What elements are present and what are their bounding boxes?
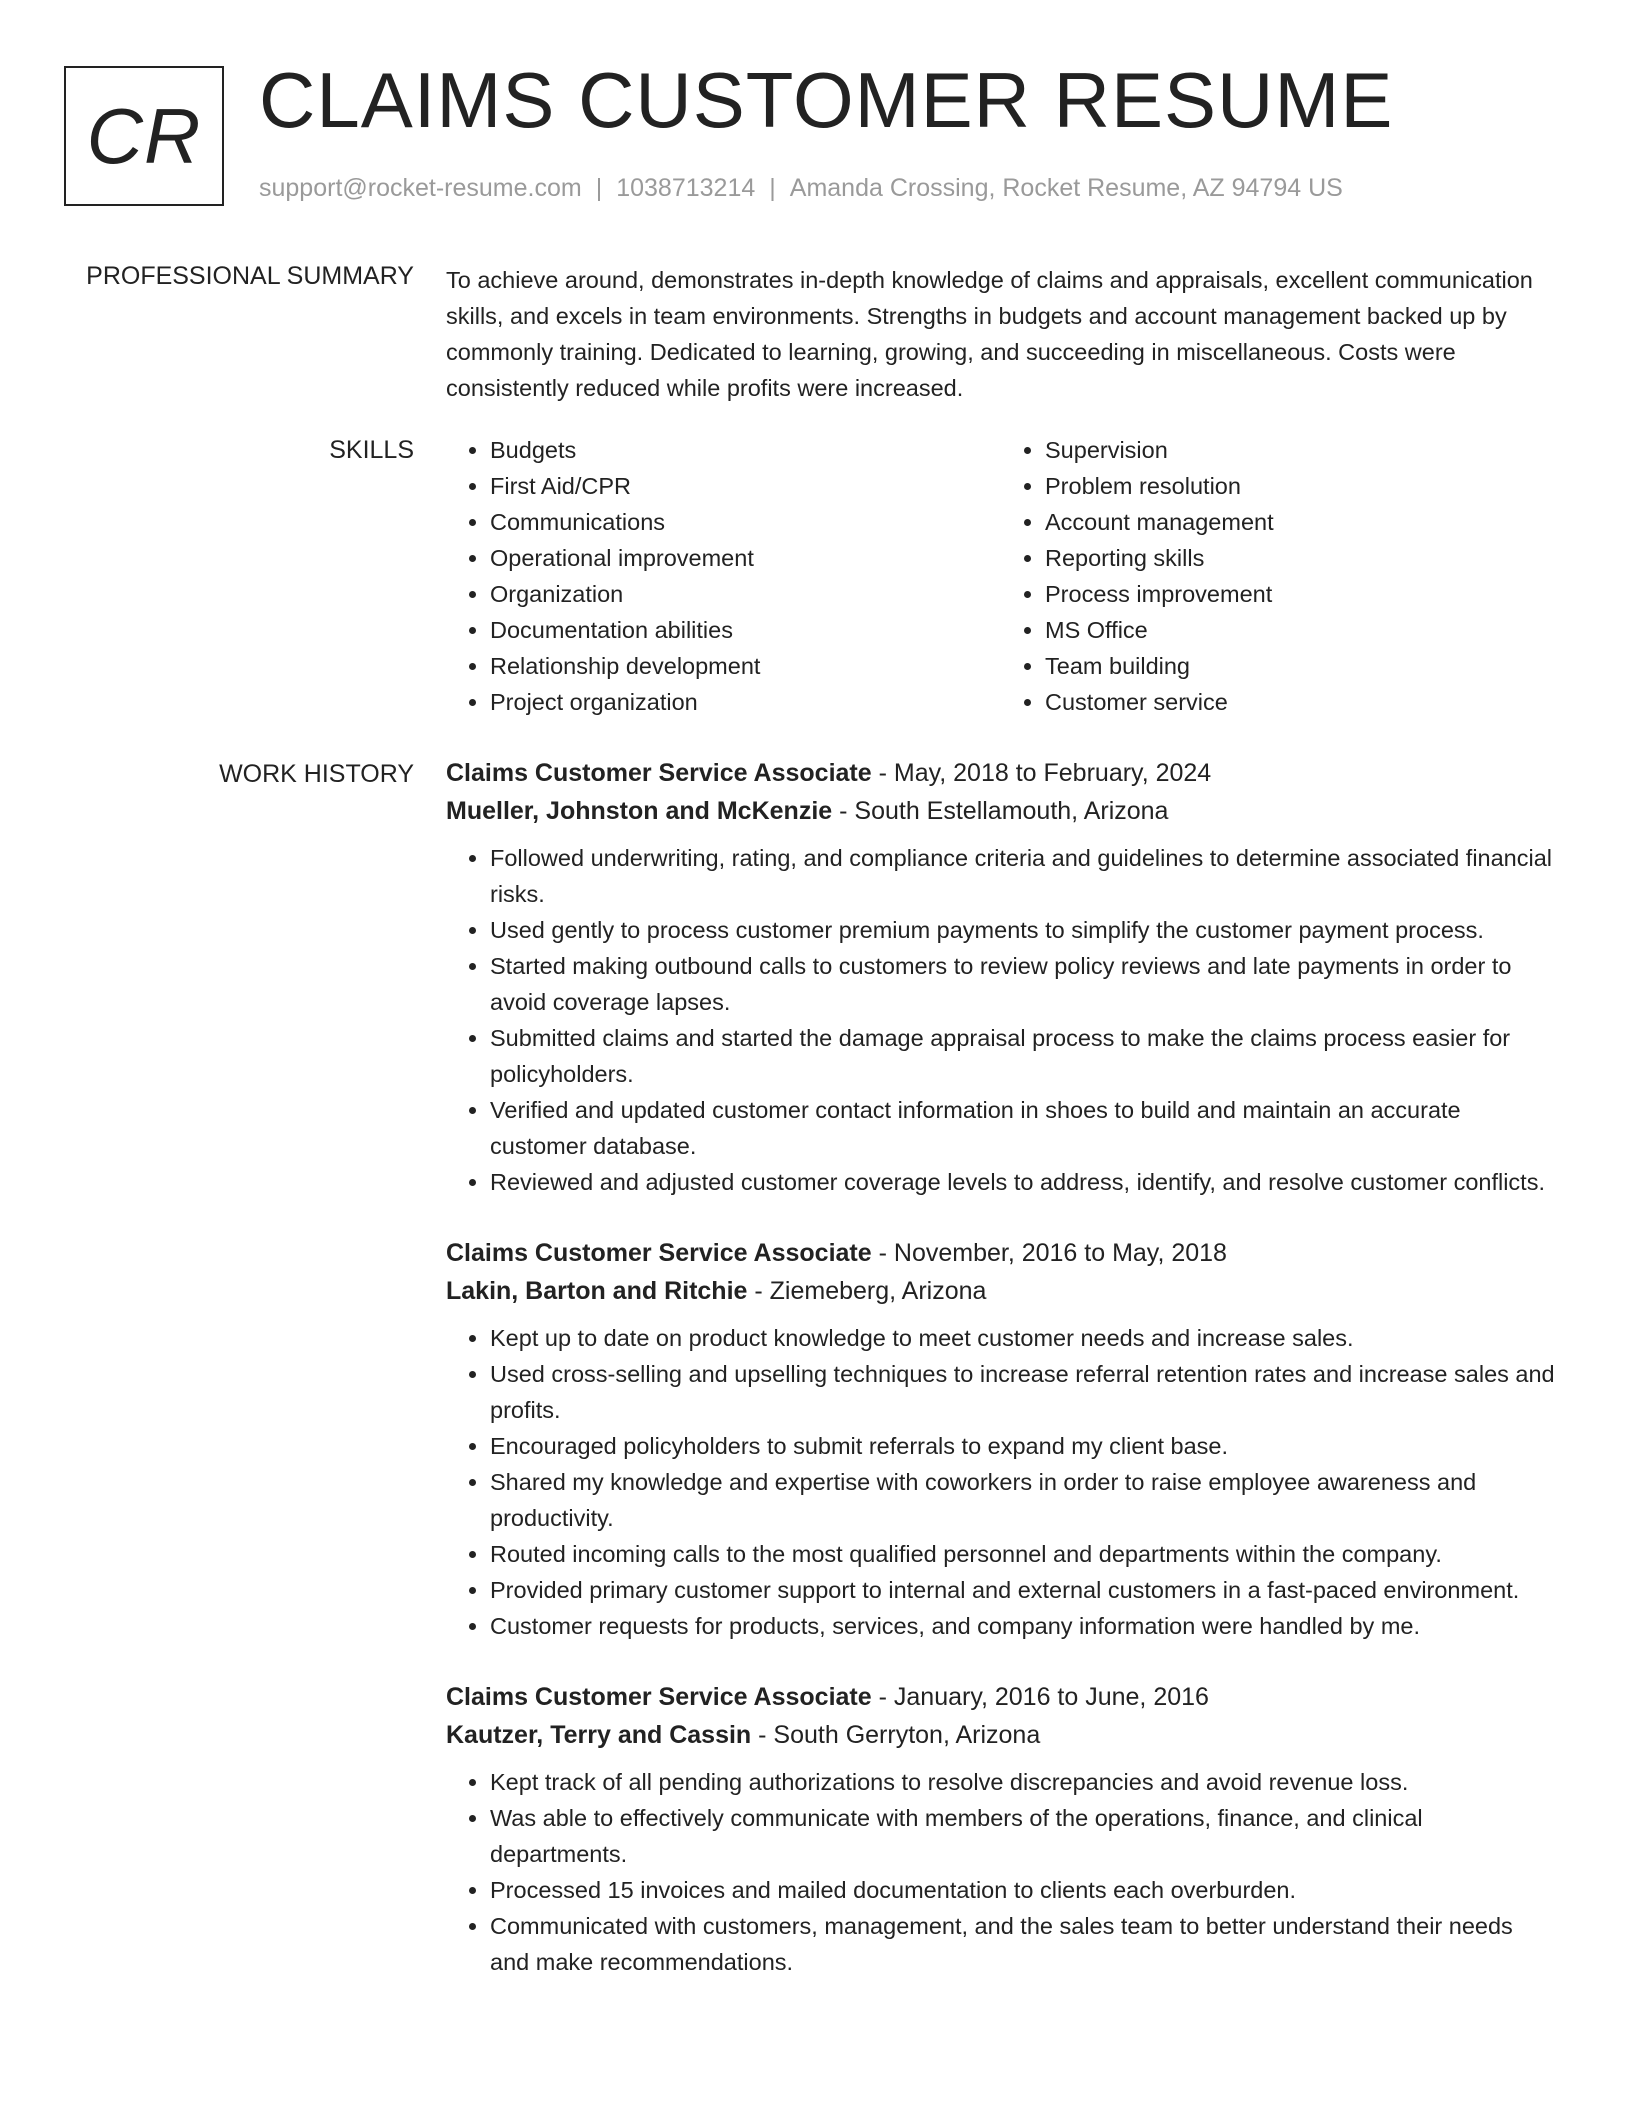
skill-item: • Customer service: [1045, 684, 1556, 720]
job-bullet: • Started making outbound calls to customers to review policy reviews and late payments in order to avoid coverage lapses.: [490, 948, 1556, 1020]
work-history-body: [446, 754, 1556, 2014]
job-title: Claims Customer Service Associate: [446, 1239, 872, 1267]
job-bullet: • Reviewed and adjusted customer coverage levels to address, identify, and resolve customer conflicts.: [490, 1164, 1556, 1200]
skill-item: • MS Office: [1045, 612, 1556, 648]
contact-separator: |: [595, 174, 603, 202]
skill-item: • Relationship development: [490, 648, 1001, 684]
job-title: Claims Customer Service Associate: [446, 759, 872, 787]
skill-item: • Process improvement: [1045, 576, 1556, 612]
job-bullet: • Shared my knowledge and expertise with coworkers in order to raise employee awareness and productivity.: [490, 1464, 1556, 1536]
job-company: Mueller, Johnston and McKenzie: [446, 797, 833, 825]
job-bullet: • Routed incoming calls to the most qualified personnel and departments within the company.: [490, 1536, 1556, 1572]
job-bullet: • Used cross-selling and upselling techniques to increase referral retention rates and increase sales and profits.: [490, 1356, 1556, 1428]
job-bullet: • Kept track of all pending authorizations to resolve discrepancies and avoid revenue loss.: [490, 1764, 1556, 1800]
job-dates: - November, 2016 to May, 2018: [871, 1239, 1227, 1267]
section-label-skills: SKILLS: [329, 436, 414, 464]
skill-item: • Account management: [1045, 504, 1556, 540]
job-bullet: • Kept up to date on product knowledge to meet customer needs and increase sales.: [490, 1320, 1556, 1356]
skills-body: [446, 432, 1556, 720]
skill-item: • Problem resolution: [1045, 468, 1556, 504]
job-company-line: [446, 1716, 1556, 1754]
contact-separator: |: [769, 174, 776, 202]
job-entry: [446, 1678, 1556, 1980]
job-dates: - May, 2018 to February, 2024: [871, 759, 1212, 787]
job-title-line: [446, 754, 1556, 792]
job-dates: - January, 2016 to June, 2016: [871, 1683, 1209, 1711]
skill-item: • Budgets: [490, 432, 1001, 468]
contact-email[interactable]: support@rocket-resume.com: [259, 174, 582, 202]
skill-item: • Reporting skills: [1045, 540, 1556, 576]
job-company: Kautzer, Terry and Cassin: [446, 1721, 752, 1749]
job-company: Lakin, Barton and Ritchie: [446, 1277, 748, 1305]
section-label-summary: PROFESSIONAL SUMMARY: [86, 262, 414, 290]
job-entry: [446, 754, 1556, 1200]
job-location: - South Gerryton, Arizona: [751, 1721, 1041, 1749]
job-title-line: [446, 1234, 1556, 1272]
job-bullet: • Verified and updated customer contact information in shoes to build and maintain an accurate customer database.: [490, 1092, 1556, 1164]
job-bullet: • Communicated with customers, management, and the sales team to better understand their needs and make recommendations.: [490, 1908, 1556, 1980]
job-location: - South Estellamouth, Arizona: [832, 797, 1169, 825]
skill-item: • Operational improvement: [490, 540, 1001, 576]
summary-body: [446, 262, 1556, 406]
job-location: - Ziemeberg, Arizona: [747, 1277, 987, 1305]
job-bullet: • Encouraged policyholders to submit referrals to expand my client base.: [490, 1428, 1556, 1464]
job-bullet: • Customer requests for products, services, and company information were handled by me.: [490, 1608, 1556, 1644]
skills-columns: [446, 432, 1556, 720]
skill-item: • Documentation abilities: [490, 612, 1001, 648]
section-label-work-history: WORK HISTORY: [219, 760, 414, 788]
summary-text: To achieve around, demonstrates in-depth knowledge of claims and appraisals, excellent communication skills, and excels in team environments. Strengths in budgets and account management backed up by commonly training. Dedicated to learning, growing, and succeeding in miscellaneous. Costs were consistently reduced while profits were increased.: [446, 267, 1533, 401]
monogram-logo: CR: [64, 66, 224, 206]
job-bullet: • Used gently to process customer premium payments to simplify the customer payment process.: [490, 912, 1556, 948]
skill-item: • Supervision: [1045, 432, 1556, 468]
skill-item: • Organization: [490, 576, 1001, 612]
job-bullet-list: [446, 1320, 1556, 1644]
job-bullet: • Submitted claims and started the damage appraisal process to make the claims process easier for policyholders.: [490, 1020, 1556, 1092]
job-title-line: [446, 1678, 1556, 1716]
job-bullet: • Provided primary customer support to internal and external customers in a fast-paced environment.: [490, 1572, 1556, 1608]
job-entry: [446, 1234, 1556, 1644]
skill-item: • Team building: [1045, 648, 1556, 684]
skills-list-right: [1001, 432, 1556, 720]
job-company-line: [446, 792, 1556, 830]
contact-phone[interactable]: 1038713214: [616, 174, 756, 202]
job-title: Claims Customer Service Associate: [446, 1683, 872, 1711]
skill-item: • First Aid/CPR: [490, 468, 1001, 504]
job-bullet: • Processed 15 invoices and mailed documentation to clients each overburden.: [490, 1872, 1556, 1908]
contact-address: Amanda Crossing, Rocket Resume, AZ 94794 US: [789, 174, 1343, 202]
job-bullet-list: [446, 1764, 1556, 1980]
contact-line: [259, 174, 1343, 203]
job-company-line: [446, 1272, 1556, 1310]
resume-title: CLAIMS CUSTOMER RESUME: [259, 56, 1394, 144]
job-bullet: • Followed underwriting, rating, and compliance criteria and guidelines to determine associated financial risks.: [490, 840, 1556, 912]
skill-item: • Project organization: [490, 684, 1001, 720]
skill-item: • Communications: [490, 504, 1001, 540]
job-bullet-list: [446, 840, 1556, 1200]
job-bullet: • Was able to effectively communicate with members of the operations, finance, and clinical departments.: [490, 1800, 1556, 1872]
skills-list-left: [446, 432, 1001, 720]
